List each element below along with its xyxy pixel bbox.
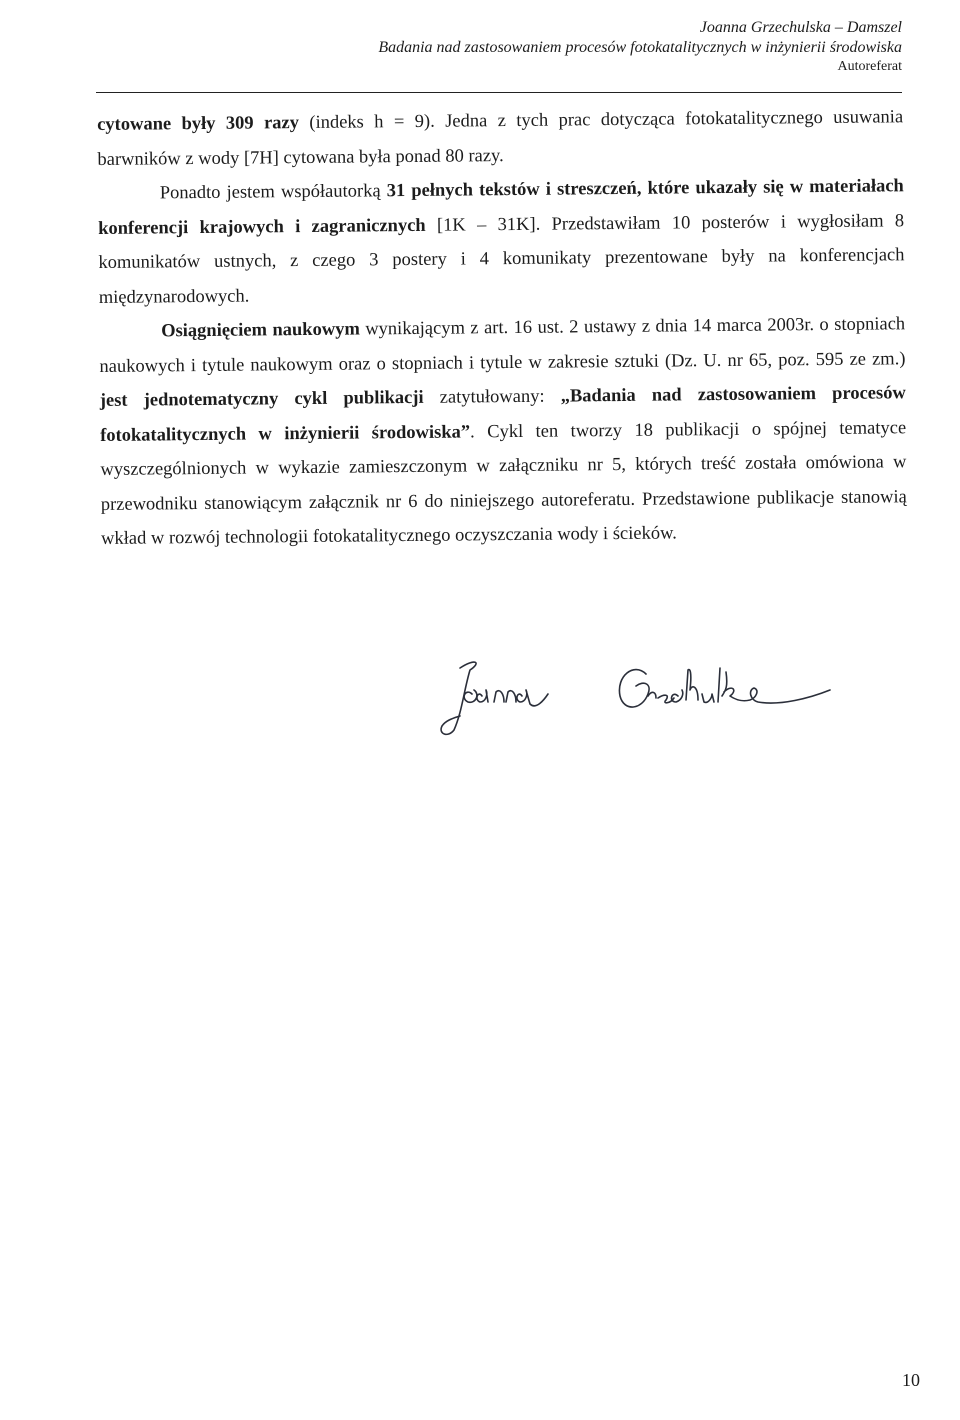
- bold-text: „Badania nad zastosowaniem procesów fotokatalitycznych w inżynierii środowiska”: [100, 383, 906, 446]
- header-subtitle: Autoreferat: [837, 59, 902, 74]
- body-text-span: Ponadto jestem współautorką: [159, 181, 387, 204]
- body-text-span: . Cykl ten tworzy 18 publikacji o spójnej tematyce wyszczególnionych w wykazie zamieszczonym w załączniku nr 5, których treść została omówiona w przewodniku stanowiącym załącznik nr 6 do niniejszego autoreferatu. Przedstawione publikacje stanowią wkład w rozwój technologii fotokatalitycznego oczyszczania wody i ścieków.: [100, 417, 907, 549]
- body-text-span: (indeks h = 9). Jedna z tych prac dotycząca fotokatalitycznego usuwania barwników z wody [7H] cytowana była ponad 80 razy.: [97, 107, 904, 170]
- signature-drawing: [420, 650, 860, 740]
- page-number: 10: [902, 1370, 920, 1390]
- paragraph-achievement: [99, 307, 907, 556]
- paragraph-conferences: [98, 169, 905, 315]
- document-body: [97, 100, 907, 556]
- page-header: [378, 18, 902, 76]
- bold-text: Osiągnięciem naukowym: [161, 319, 360, 342]
- bold-text: 31 pełnych tekstów i streszczeń, które ukazały się w materiałach konferencji krajowych i zagranicznych: [98, 176, 904, 239]
- body-text-span: [1K – 31K]. Przedstawiłam 10 posterów i wygłosiłam 8 komunikatów ustnych, z czego 3 postery i 4 komunikaty prezentowane były na konferencjach międzynarodowych.: [98, 210, 905, 308]
- signature-strokes: [441, 662, 830, 734]
- paragraph-citations: [97, 100, 904, 177]
- body-text-span: wynikającym z art. 16 ust. 2 ustawy z dnia 14 marca 2003r. o stopniach naukowych i tytule naukowym oraz o stopniach i tytule w zakresie sztuki (Dz. U. nr 65, poz. 595 ze zm.): [99, 314, 906, 377]
- header-divider: [96, 92, 902, 93]
- body-text-span: zatytułowany:: [423, 386, 561, 408]
- bold-text: jest jednotematyczny cykl publikacji: [99, 387, 424, 411]
- header-author: Joanna Grzechulska – Damszel: [699, 19, 902, 36]
- handwritten-signature: [420, 650, 860, 740]
- header-title: Badania nad zastosowaniem procesów fotokatalitycznych w inżynierii środowiska: [378, 39, 902, 56]
- bold-text: cytowane były 309 razy: [97, 113, 300, 135]
